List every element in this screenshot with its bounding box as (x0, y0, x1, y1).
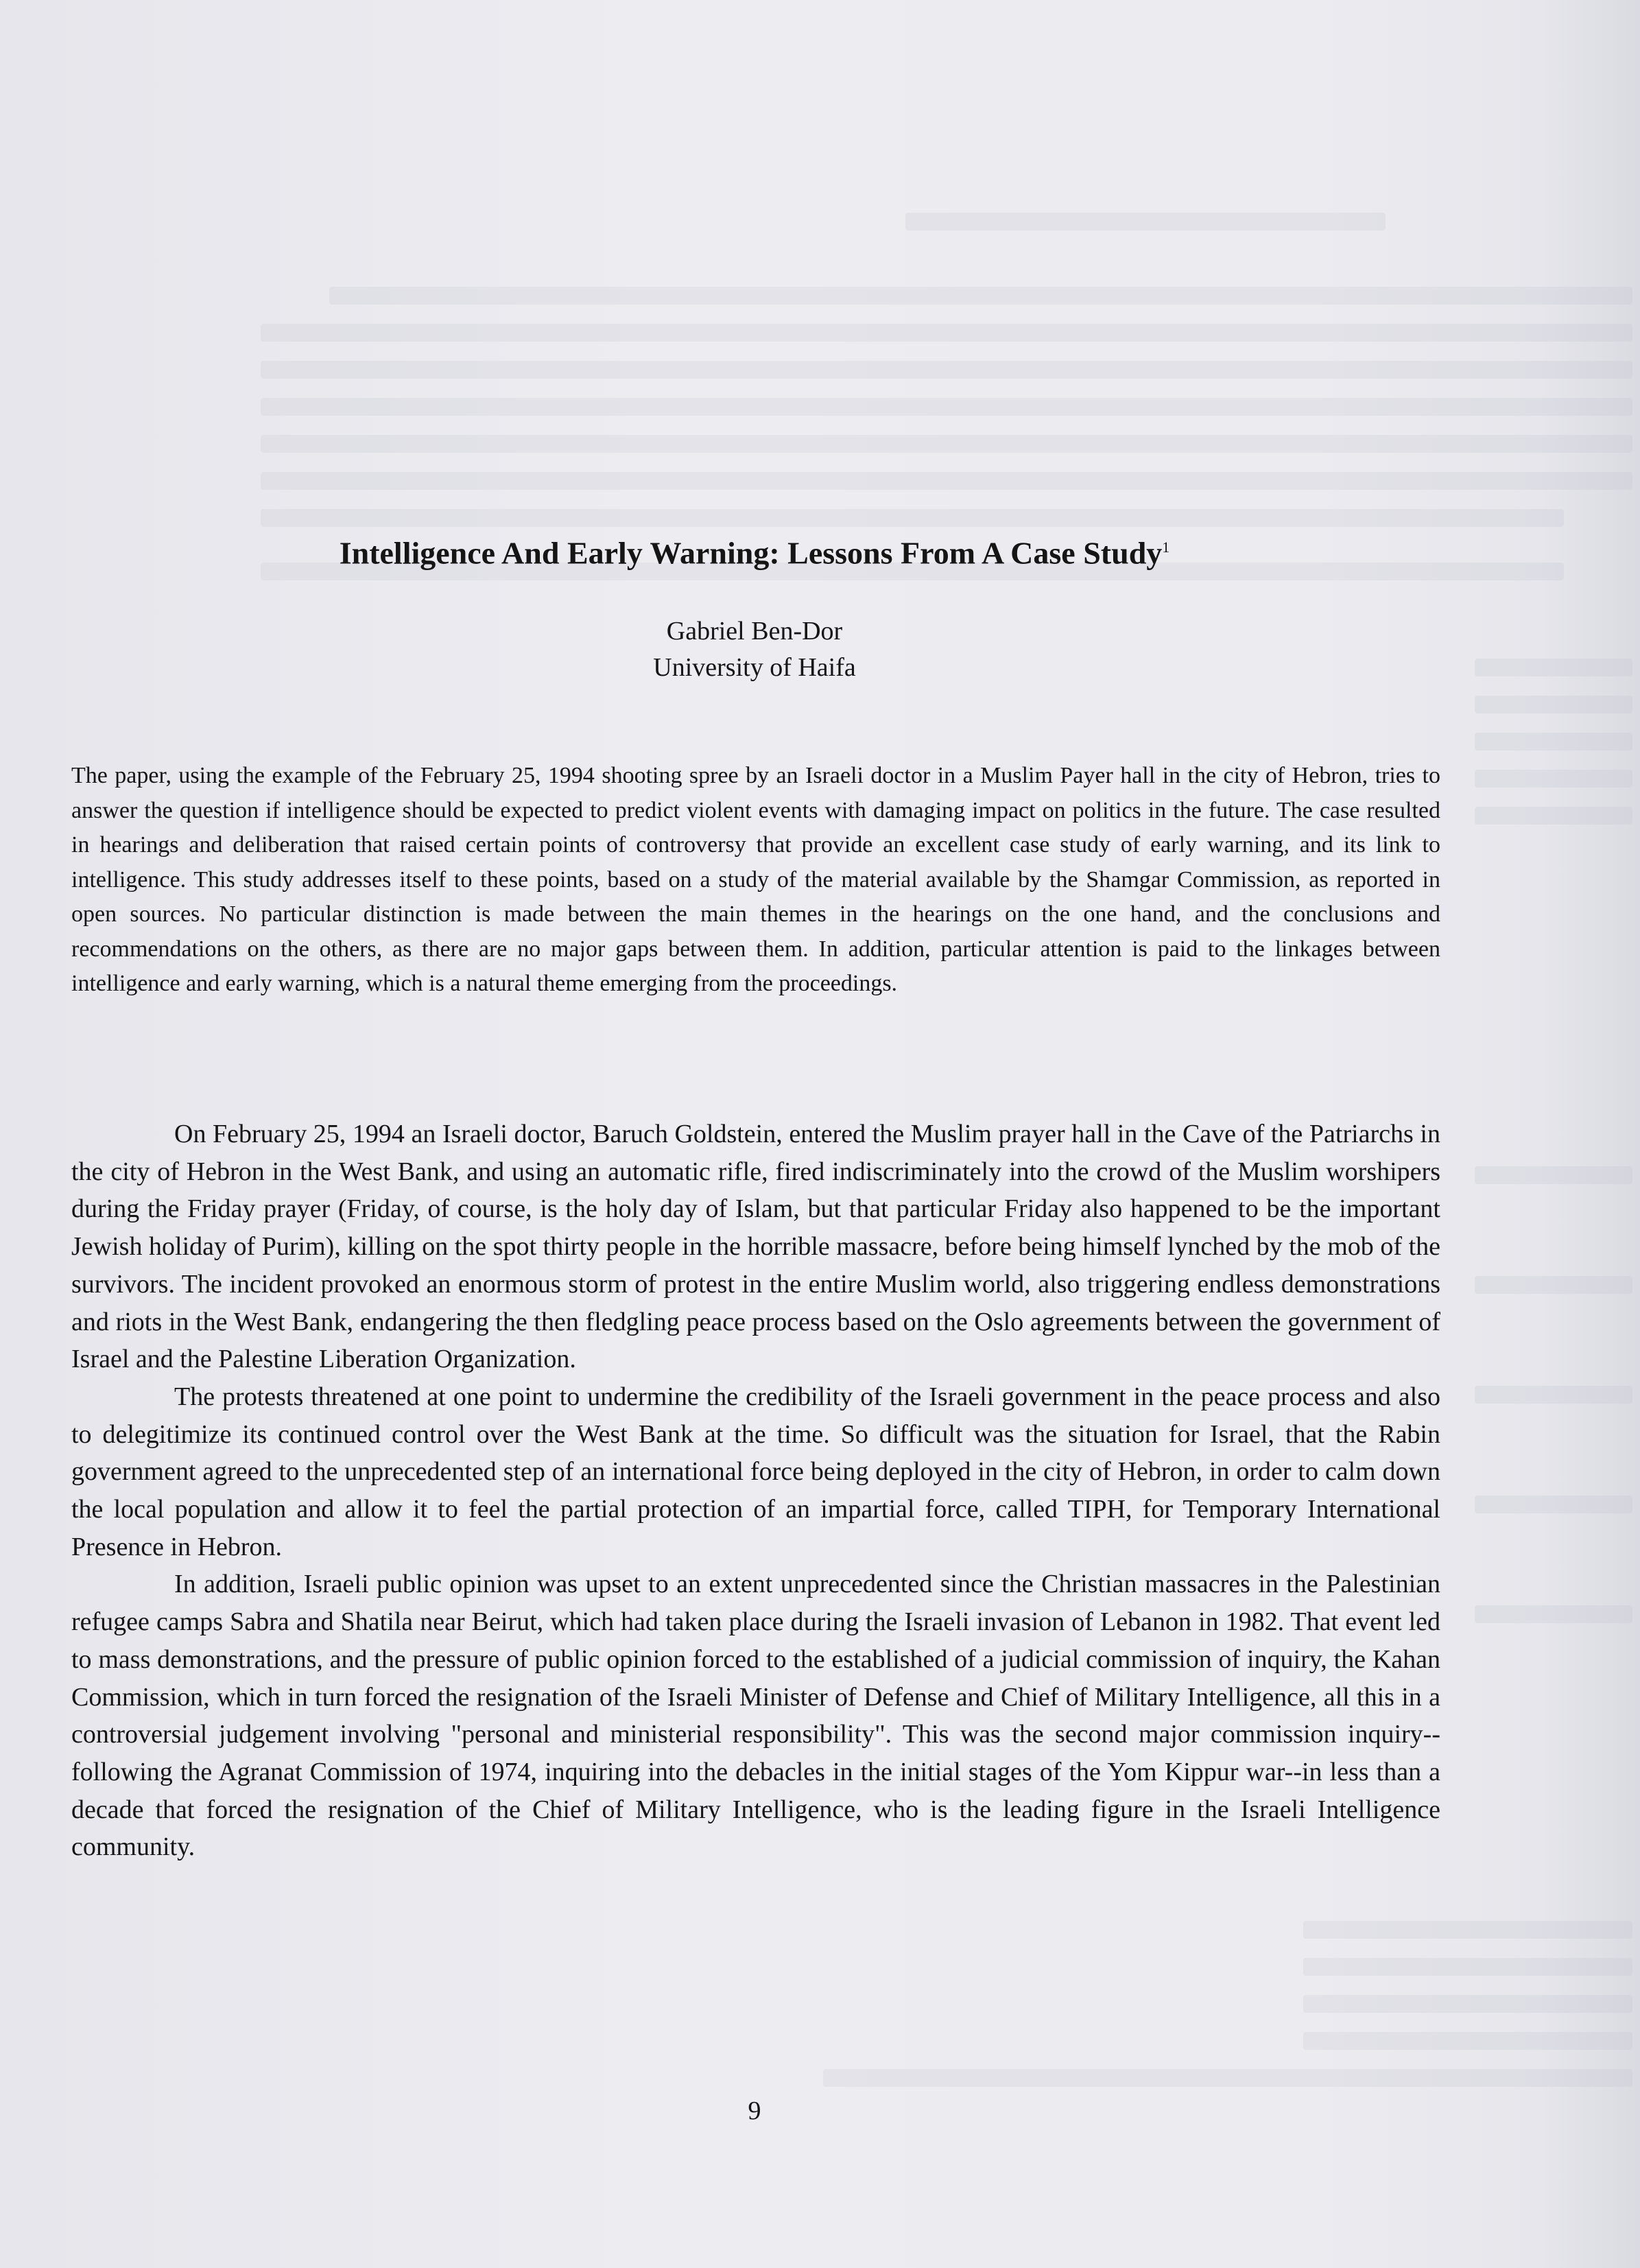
page-number: 9 (748, 2096, 761, 2125)
body-text (71, 1115, 1440, 1866)
paragraph-1: On February 25, 1994 an Israeli doctor, Baruch Goldstein, entered the Muslim prayer hall in the Cave of the Patriarchs in the city of Hebron in the West Bank, and using an automatic rifle, fired indiscriminately into the crowd of the Muslim worshipers during the Friday prayer (Friday, of course, is the holy day of Islam, but that particular Friday also happened to be the important Jewish holiday of Purim), killing on the spot thirty people in the horrible massacre, before being himself lynched by the mob of the survivors. The incident provoked an enormous storm of protest in the entire Muslim world, also triggering endless demonstrations and riots in the West Bank, endangering the then fledgling peace process based on the Oslo agreements between the government of Israel and the Palestine Liberation Organization. (71, 1120, 1440, 1374)
paragraph-3: In addition, Israeli public opinion was upset to an extent unprecedented since the Christian massacres in the Palestinian refugee camps Sabra and Shatila near Beirut, which had taken place during the Israeli invasion of Lebanon in 1982. That event led to mass demonstrations, and the pressure of public opinion forced to the established of a judicial commission of inquiry, the Kahan Commission, which in turn forced the resignation of the Israeli Minister of Defense and Chief of Military Intelligence, all this in a controversial judgement involving "personal and ministerial responsibility". This was the second major commission inquiry--following the Agranat Commission of 1974, inquiring into the debacles in the initial stages of the Yom Kippur war--in less than a decade that forced the resignation of the Chief of Military Intelligence, who is the leading figure in the Israeli Intelligence community. (71, 1570, 1440, 1862)
page-edge-shadow (1537, 0, 1640, 2268)
footnote-marker: 1 (1162, 539, 1170, 556)
author-affiliation: University of Haifa (653, 653, 856, 682)
paragraph-2: The protests threatened at one point to undermine the credibility of the Israeli government in the peace process and also to delegitimize its continued control over the West Bank at the time. So difficult was the situation for Israel, that the Rabin government agreed to the unprecedented step of an international force being deployed in the city of Hebron, in order to calm down the local population and allow it to feel the partial protection of an impartial force, called TIPH, for Temporary International Presence in Hebron. (71, 1382, 1440, 1561)
author-name: Gabriel Ben-Dor (666, 617, 843, 646)
abstract: The paper, using the example of the February 25, 1994 shooting spree by an Israeli doctor in a Muslim Payer hall in the city of Hebron, tries to answer the question if intelligence should be expected to predict violent events with damaging impact on politics in the future. The case resulted in hearings and deliberation that raised certain points of controversy that provide an excellent case study of early warning, and its link to intelligence. This study addresses itself to these points, based on a study of the material available by the Shamgar Commission, as reported in open sources. No particular distinction is made between the main themes in the hearings on the one hand, and the conclusions and recommendations on the others, as there are no major gaps between them. In addition, particular attention is paid to the linkages between intelligence and early warning, which is a natural theme emerging from the proceedings. (71, 763, 1440, 996)
paper-title-text: Intelligence And Early Warning: Lessons From A Case Study (339, 535, 1163, 571)
paper-title (69, 527, 1440, 574)
